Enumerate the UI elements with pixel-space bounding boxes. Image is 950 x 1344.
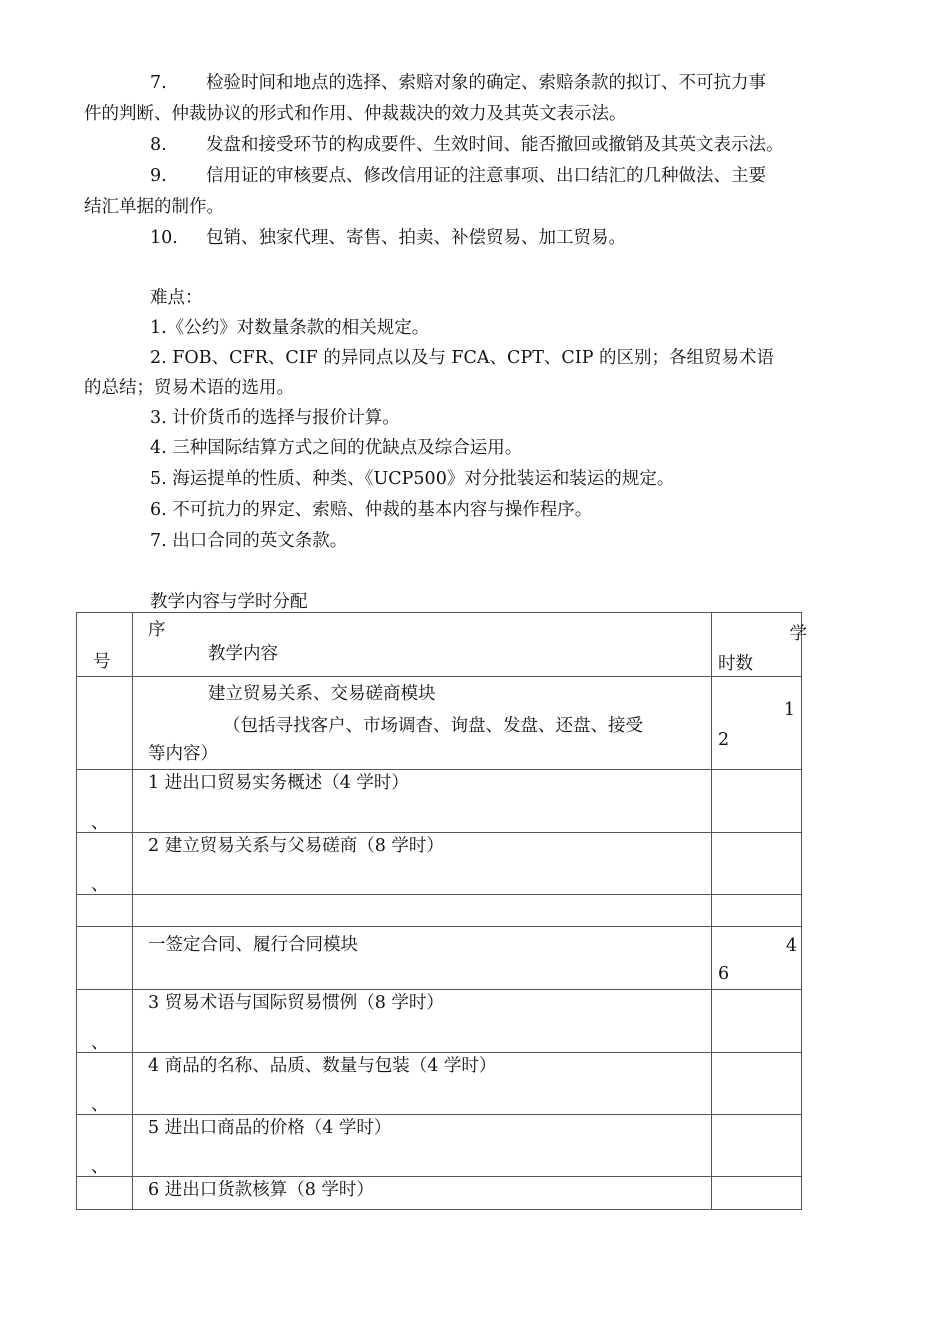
seq-cell	[77, 927, 133, 990]
module-description-continued: 等内容）	[148, 744, 218, 764]
header-seq-bottom: 号	[93, 652, 111, 672]
content-cell	[133, 927, 712, 990]
difficulty-item: 2. FOB、CFR、CIF 的异同点以及与 FCA、CPT、CIP 的区别；各组贸易术语	[150, 348, 775, 368]
hours-cell	[712, 1053, 802, 1115]
content-cell	[133, 895, 712, 927]
table-row	[77, 927, 802, 990]
content-cell: 3 贸易术语与国际贸易惯例（8 学时）	[133, 990, 712, 1053]
content-cell: 4 商品的名称、品质、数量与包装（4 学时）	[133, 1053, 712, 1115]
hours-cell	[712, 895, 802, 927]
seq-cell: 、	[77, 1053, 133, 1115]
table-row	[77, 833, 802, 895]
item-text: 信用证的审核要点、修改信用证的注意事项、出口结汇的几种做法、主要	[206, 166, 766, 186]
table-caption: 教学内容与学时分配	[150, 592, 308, 612]
difficulty-item: 3. 计价货币的选择与报价计算。	[150, 408, 400, 428]
seq-cell	[77, 677, 133, 770]
item-text-continued: 件的判断、仲裁协议的形式和作用、仲裁裁决的效力及其英文表示法。	[84, 104, 627, 124]
item-text-continued: 结汇单据的制作。	[84, 197, 224, 217]
header-hours-bottom: 时数	[718, 654, 753, 674]
hours-digit: 4	[785, 936, 797, 956]
header-hours-top: 学	[789, 624, 807, 644]
table-row	[77, 895, 802, 927]
hours-cell	[712, 770, 802, 833]
table-row	[77, 1115, 802, 1177]
seq-cell	[77, 895, 133, 927]
difficulty-item: 1.《公约》对数量条款的相关规定。	[150, 318, 430, 338]
seq-cell: 、	[77, 990, 133, 1053]
table-row	[77, 1053, 802, 1115]
hours-digit: 1	[783, 700, 795, 720]
table-row	[77, 677, 802, 770]
item-number: 8.	[150, 135, 167, 155]
hours-cell	[712, 1177, 802, 1210]
header-hours-cell	[712, 613, 807, 677]
item-text: 包销、独家代理、寄售、拍卖、补偿贸易、加工贸易。	[206, 228, 626, 248]
difficulty-item: 5. 海运提单的性质、种类、《UCP500》对分批装运和装运的规定。	[150, 469, 675, 489]
schedule-table	[76, 612, 807, 1210]
seq-cell: 、	[77, 1115, 133, 1177]
item-text: 发盘和接受环节的构成要件、生效时间、能否撤回或撤销及其英文表示法。	[206, 135, 784, 155]
header-seq-cell	[77, 613, 133, 677]
table-row	[77, 1177, 802, 1210]
hours-cell	[712, 833, 802, 895]
seq-cell: 、	[77, 770, 133, 833]
hours-cell	[712, 927, 802, 990]
content-cell: 1 进出口贸易实务概述（4 学时）	[133, 770, 712, 833]
hours-digit: 6	[718, 964, 730, 984]
module-title: 建立贸易关系、交易磋商模块	[208, 684, 436, 704]
seq-cell	[77, 1177, 133, 1210]
hours-digit: 2	[718, 730, 730, 750]
difficulty-item: 7. 出口合同的英文条款。	[150, 531, 348, 551]
hours-cell	[712, 990, 802, 1053]
item-number: 10.	[150, 228, 178, 248]
difficulty-item: 4. 三种国际结算方式之间的优缺点及综合运用。	[150, 438, 523, 458]
table-row	[77, 990, 802, 1053]
difficulties-heading: 难点：	[150, 288, 203, 308]
content-cell: 5 进出口商品的价格（4 学时）	[133, 1115, 712, 1177]
difficulty-item: 6. 不可抗力的界定、索赔、仲裁的基本内容与操作程序。	[150, 500, 593, 520]
content-cell	[133, 677, 712, 770]
difficulty-item-continued: 的总结；贸易术语的选用。	[84, 378, 294, 398]
content-cell: 6 进出口货款核算（8 学时）	[133, 1177, 712, 1210]
hours-cell	[712, 677, 802, 770]
header-seq-top: 序	[148, 620, 166, 640]
header-content: 教学内容	[208, 644, 278, 664]
seq-cell: 、	[77, 833, 133, 895]
item-text: 检验时间和地点的选择、索赔对象的确定、索赔条款的拟订、不可抗力事	[206, 73, 766, 93]
header-content-cell	[133, 613, 712, 677]
table-header-row	[77, 613, 802, 677]
content-cell: 2 建立贸易关系与父易磋商（8 学时）	[133, 833, 712, 895]
item-number: 9.	[150, 166, 167, 186]
module-title: 一签定合同、履行合同模块	[148, 935, 358, 955]
module-description: （包括寻找客户、市场调杳、询盘、发盘、还盘、接受	[223, 716, 643, 736]
table-row	[77, 770, 802, 833]
item-number: 7.	[150, 73, 167, 93]
hours-cell	[712, 1115, 802, 1177]
